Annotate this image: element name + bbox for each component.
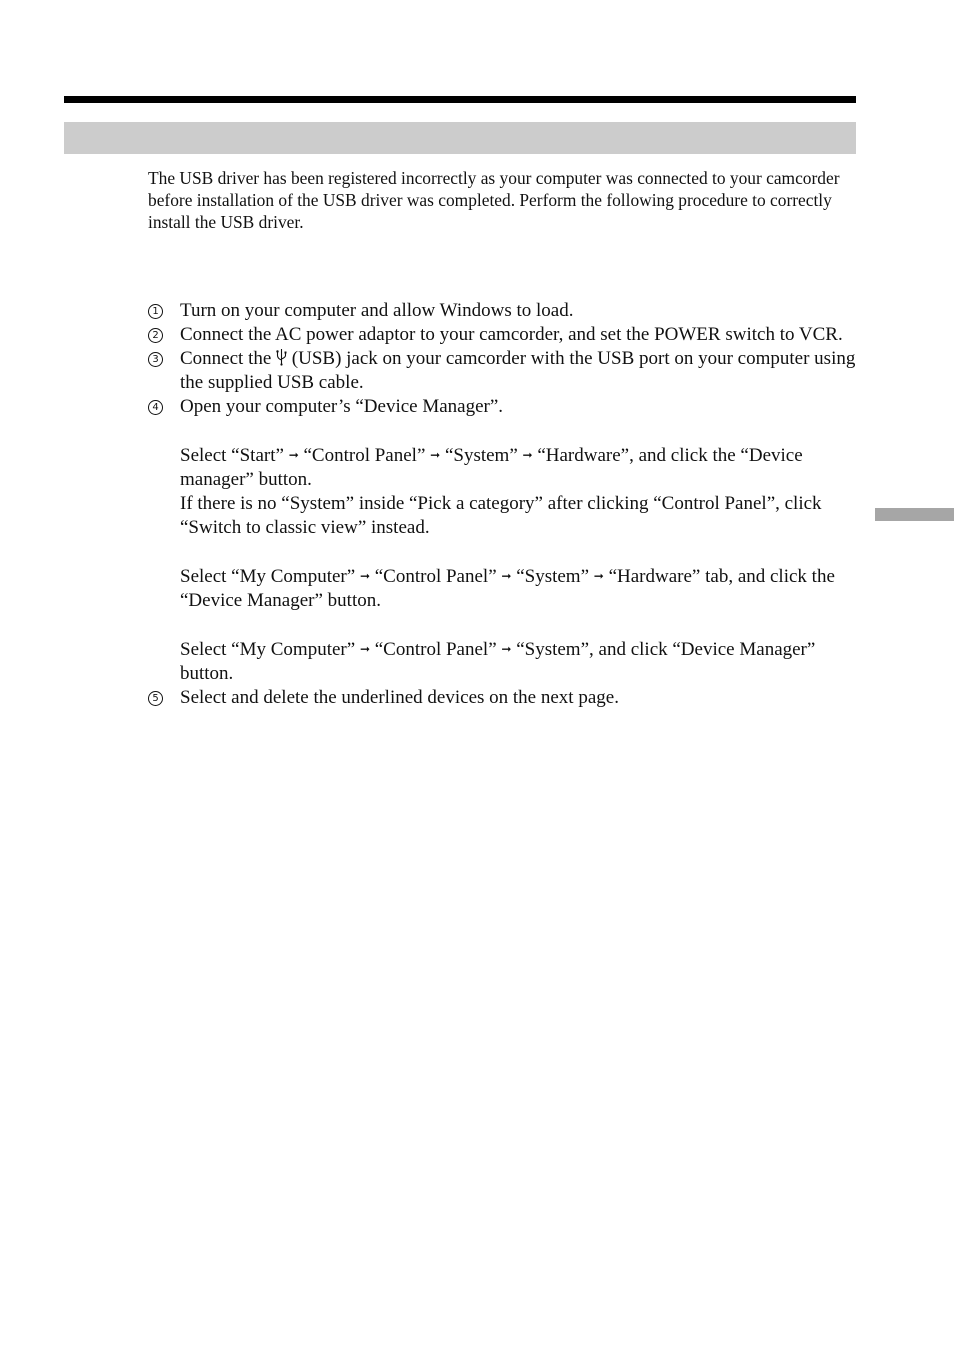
side-index-tab	[875, 508, 954, 521]
procedure-steps	[148, 299, 860, 710]
arrow-icon: ➞	[522, 448, 533, 462]
step-4-text: Open your computer’s “Device Manager”.	[180, 396, 504, 417]
arrow-icon: ➞	[288, 448, 299, 462]
intro-paragraph: The USB driver has been registered incorrectly as your computer was connected to your camcorder before installation of the USB driver was completed. Perform the following procedure to correctly install the USB driver.	[148, 168, 840, 232]
step-4-option-a: Select “Start” ➞ “Control Panel” ➞ “System” ➞ “Hardware”, and click the “Device manager” button.	[180, 445, 803, 490]
step-3	[148, 347, 860, 395]
step-number-5: 5	[148, 691, 163, 706]
step-number-3: 3	[148, 352, 163, 367]
step-1	[148, 299, 860, 323]
step-2-text: Connect the AC power adaptor to your camcorder, and set the POWER switch to VCR.	[180, 324, 843, 345]
step-number-2: 2	[148, 328, 163, 343]
arrow-icon: ➞	[430, 448, 441, 462]
arrow-icon: ➞	[593, 569, 604, 583]
step-3-text-after: (USB) jack on your camcorder with the USB port on your computer using the supplied USB cable.	[180, 348, 856, 393]
section-heading-band	[64, 122, 856, 154]
step-5	[148, 686, 860, 710]
step-4-option-b: Select “My Computer” ➞ “Control Panel” ➞ “System” ➞ “Hardware” tab, and click the “Device Manager” button.	[180, 566, 835, 611]
step-4	[148, 395, 860, 686]
arrow-icon: ➞	[359, 642, 370, 656]
top-rule	[64, 96, 856, 103]
step-1-text: Turn on your computer and allow Windows to load.	[180, 300, 574, 321]
step-4-option-c: Select “My Computer” ➞ “Control Panel” ➞ “System”, and click “Device Manager” button.	[180, 639, 816, 684]
arrow-icon: ➞	[501, 569, 512, 583]
step-5-text: Select and delete the underlined devices on the next page.	[180, 687, 619, 708]
step-number-1: 1	[148, 304, 163, 319]
arrow-icon: ➞	[359, 569, 370, 583]
step-number-4: 4	[148, 400, 163, 415]
step-3-text-before: Connect the	[180, 348, 277, 369]
arrow-icon: ➞	[501, 642, 512, 656]
step-4-option-a-note: If there is no “System” inside “Pick a category” after clicking “Control Panel”, click “Switch to classic view” instead.	[180, 493, 822, 538]
step-2	[148, 323, 860, 347]
usb-icon	[276, 348, 287, 366]
